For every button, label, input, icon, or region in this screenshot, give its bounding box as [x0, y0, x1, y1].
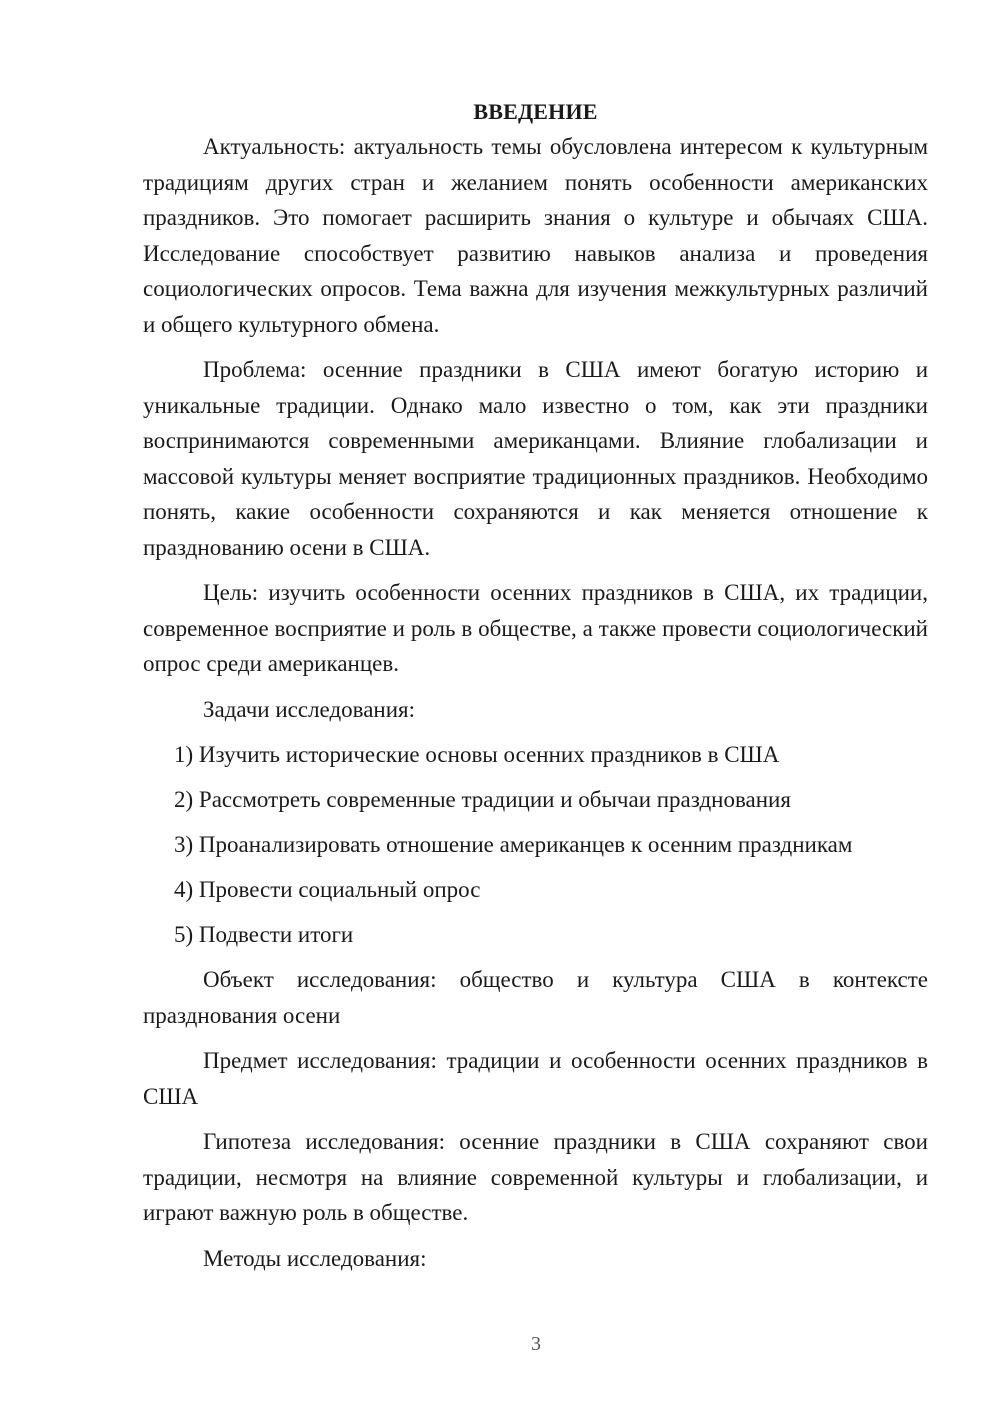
- list-item: 5) Подвести итоги: [174, 922, 354, 947]
- list-item: 2) Рассмотреть современные традиции и обычаи празднования: [174, 787, 791, 812]
- methods-heading: Методы исследования:: [203, 1245, 427, 1271]
- paragraph-subject: Предмет исследования: традиции и особенности осенних праздников в США: [143, 1048, 928, 1109]
- page-number: 3: [531, 1333, 541, 1355]
- tasks-list: [143, 737, 928, 953]
- page-content: [143, 94, 928, 1286]
- paragraph-problem: Проблема: осенние праздники в США имеют богатую историю и уникальные традиции. Однако мало известно о том, как эти праздники воспринимаются современными американцами. Влияние глобализации и массовой культуры меняет восприятие традиционных праздников. Необходимо понять, какие особенности сохраняются и как меняется отношение к празднованию осени в США.: [143, 357, 928, 560]
- list-item: 1) Изучить исторические основы осенних праздников в США: [174, 742, 780, 767]
- paragraph-object: Объект исследования: общество и культура США в контексте празднования осени: [143, 967, 928, 1028]
- tasks-heading: Задачи исследования:: [203, 696, 416, 722]
- list-item: 4) Провести социальный опрос: [174, 877, 481, 902]
- paragraph-goal: Цель: изучить особенности осенних праздников в США, их традиции, современное восприятие и роль в обществе, а также провести социологический опрос среди американцев.: [143, 580, 928, 676]
- paragraph-relevance: Актуальность: актуальность темы обусловлена интересом к культурным традициям других стран и желанием понять особенности американских праздников. Это помогает расширить знания о культуре и обычаях США. Исследование способствует развитию навыков анализа и проведения социологических опросов. Тема важна для изучения межкультурных различий и общего культурного обмена.: [143, 134, 928, 337]
- paragraph-hypothesis: Гипотеза исследования: осенние праздники в США сохраняют свои традиции, несмотря на влияние современной культуры и глобализации, и играют важную роль в обществе.: [143, 1129, 928, 1225]
- list-item: 3) Проанализировать отношение американцев к осенним праздникам: [174, 832, 853, 857]
- page-title: ВВЕДЕНИЕ: [473, 99, 598, 124]
